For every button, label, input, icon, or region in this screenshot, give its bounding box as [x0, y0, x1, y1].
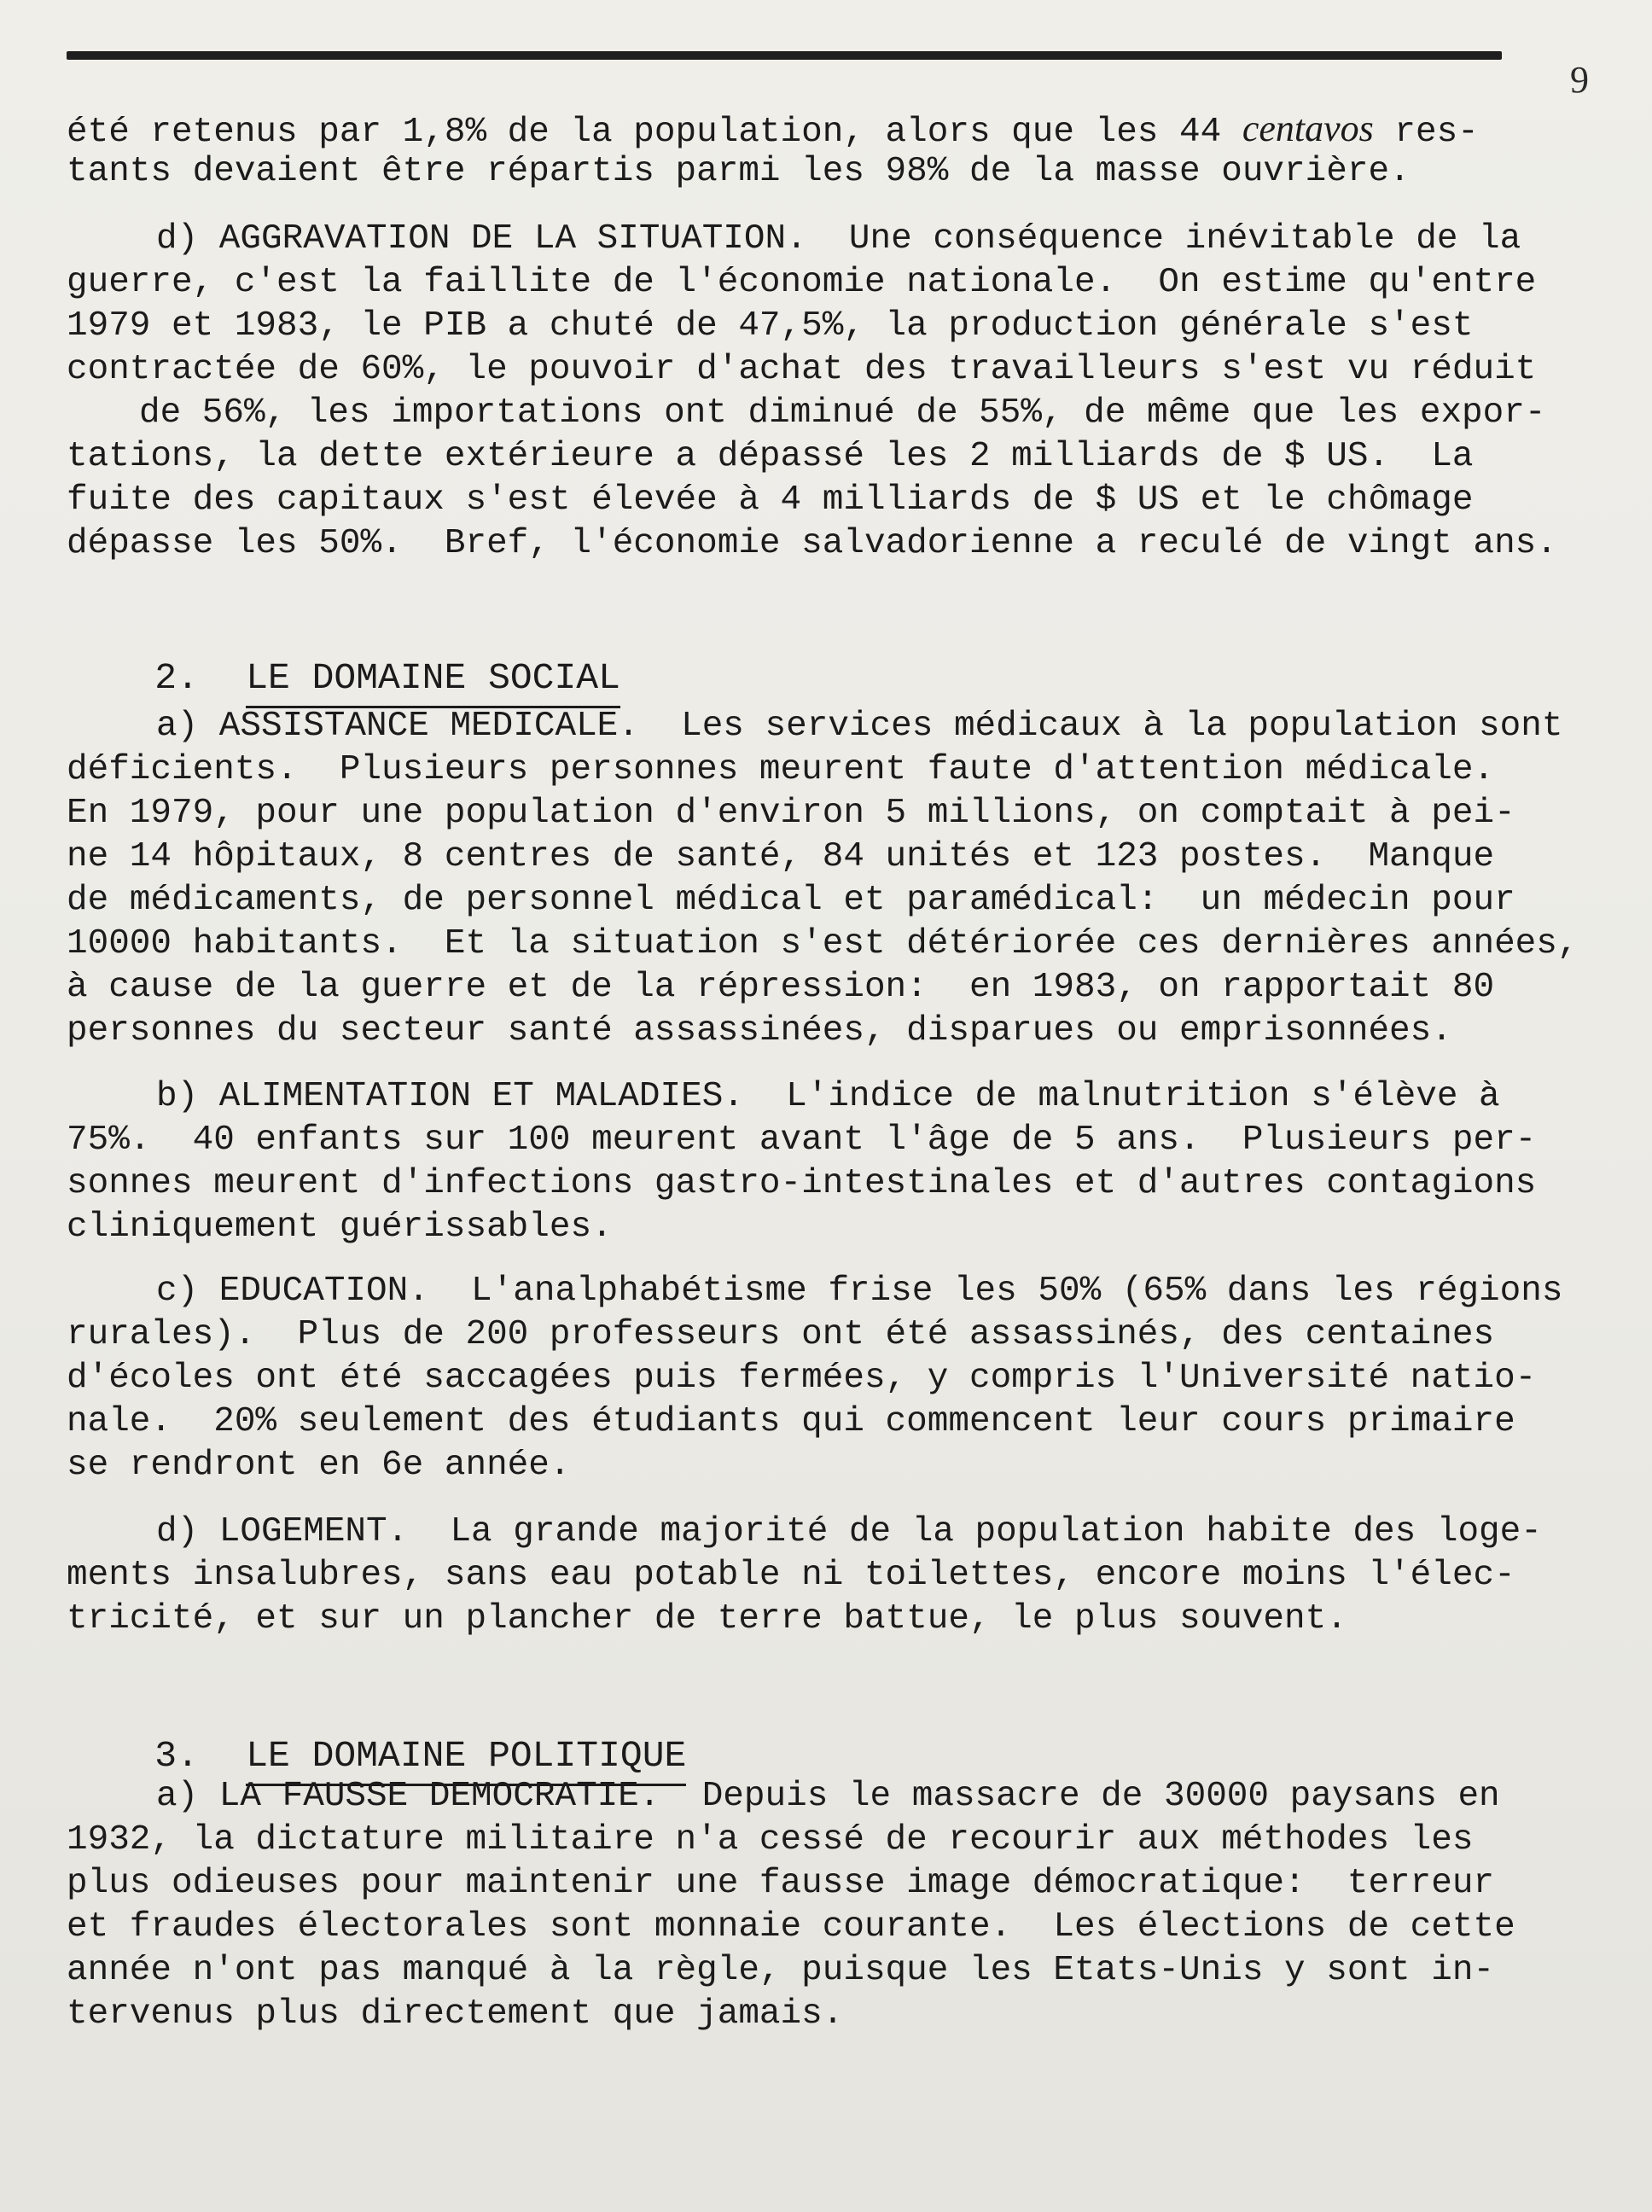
text-line: tants devaient être répartis parmi les 98% de la masse ouvrière. — [67, 152, 1411, 191]
text-line: 1979 et 1983, le PIB a chuté de 47,5%, la production générale s'est — [67, 306, 1474, 346]
paragraph-aggravation — [67, 218, 1628, 566]
text-line: b) ALIMENTATION ET MALADIES. L'indice de malnutrition s'élève à — [156, 1077, 1500, 1116]
text-line: d) AGGRAVATION DE LA SITUATION. Une conséquence inévitable de la — [156, 219, 1521, 259]
text-line: c) EDUCATION. L'analphabétisme frise les 50% (65% dans les régions — [156, 1272, 1563, 1311]
text-line: rurales). Plus de 200 professeurs ont été assassinés, des centaines — [67, 1315, 1495, 1354]
text-line: fuite des capitaux s'est élevée à 4 milliards de $ US et le chômage — [67, 480, 1474, 520]
text-line: à cause de la guerre et de la répression: en 1983, on rapportait 80 — [67, 968, 1495, 1007]
text-line: et fraudes électorales sont monnaie courante. Les élections de cette — [67, 1907, 1515, 1947]
section-number: 2. — [154, 657, 199, 699]
section-title: LE DOMAINE POLITIQUE — [246, 1734, 686, 1786]
text-line: tervenus plus directement que jamais. — [67, 1994, 844, 2034]
text-line: de médicaments, de personnel médical et paramédical: un médecin pour — [67, 881, 1515, 920]
text-line: de 56%, les importations ont diminué de 55%, de même que les expor- — [139, 393, 1546, 433]
text-line: En 1979, pour une population d'environ 5 millions, on comptait à pei- — [67, 794, 1515, 833]
text-line: tricité, et sur un plancher de terre battue, le plus souvent. — [67, 1599, 1347, 1639]
text-line: été retenus par 1,8% de la population, alors que les 44 centavos res- — [67, 108, 1479, 152]
text-line: dépasse les 50%. Bref, l'économie salvadorienne a reculé de vingt ans. — [67, 524, 1557, 563]
section-number: 3. — [154, 1735, 199, 1777]
paragraph-assistance-medicale — [67, 705, 1628, 1053]
page-number: 9 — [1570, 59, 1589, 101]
text-line: 10000 habitants. Et la situation s'est détériorée ces dernières années, — [67, 924, 1579, 963]
text-line: se rendront en 6e année. — [67, 1446, 571, 1485]
text-line: ne 14 hôpitaux, 8 centres de santé, 84 unités et 123 postes. Manque — [67, 837, 1495, 876]
text-line: cliniquement guérissables. — [67, 1208, 613, 1247]
paragraph-education — [67, 1270, 1628, 1487]
text-line: sonnes meurent d'infections gastro-intestinales et d'autres contagions — [67, 1164, 1537, 1203]
paragraph-alimentation — [67, 1075, 1628, 1249]
text-line: nale. 20% seulement des étudiants qui commencent leur cours primaire — [67, 1402, 1515, 1441]
text-line: plus odieuses pour maintenir une fausse image démocratique: terreur — [67, 1864, 1495, 1903]
top-rule — [67, 51, 1502, 60]
text-line: guerre, c'est la faillite de l'économie nationale. On estime qu'entre — [67, 263, 1537, 302]
text-line: personnes du secteur santé assassinées, disparues ou emprisonnées. — [67, 1011, 1452, 1051]
text-line: 75%. 40 enfants sur 100 meurent avant l'âge de 5 ans. Plusieurs per- — [67, 1121, 1537, 1160]
text-line: a) LA FAUSSE DEMOCRATIE. Depuis le massacre de 30000 paysans en — [156, 1777, 1500, 1816]
paragraph-logement — [67, 1511, 1628, 1641]
continuation-paragraph — [67, 107, 1628, 194]
text-line: 1932, la dictature militaire n'a cessé de recourir aux méthodes les — [67, 1820, 1474, 1860]
text-line: année n'ont pas manqué à la règle, puisque les Etats-Unis y sont in- — [67, 1951, 1495, 1990]
text-line: déficients. Plusieurs personnes meurent faute d'attention médicale. — [67, 750, 1495, 789]
text-line: contractée de 60%, le pouvoir d'achat des travailleurs s'est vu réduit — [67, 350, 1537, 389]
text-line: a) ASSISTANCE MEDICALE. Les services médicaux à la population sont — [156, 707, 1563, 746]
italic-term: centavos — [1242, 108, 1374, 149]
paragraph-fausse-democratie — [67, 1775, 1628, 2036]
text-line: ments insalubres, sans eau potable ni toilettes, encore moins l'élec- — [67, 1556, 1515, 1595]
text-line: d) LOGEMENT. La grande majorité de la population habite des loge- — [156, 1512, 1542, 1551]
section-title: LE DOMAINE SOCIAL — [246, 656, 620, 708]
text-line: d'écoles ont été saccagées puis fermées, y compris l'Université natio- — [67, 1359, 1537, 1398]
text-line: tations, la dette extérieure a dépassé les 2 milliards de $ US. La — [67, 437, 1474, 476]
